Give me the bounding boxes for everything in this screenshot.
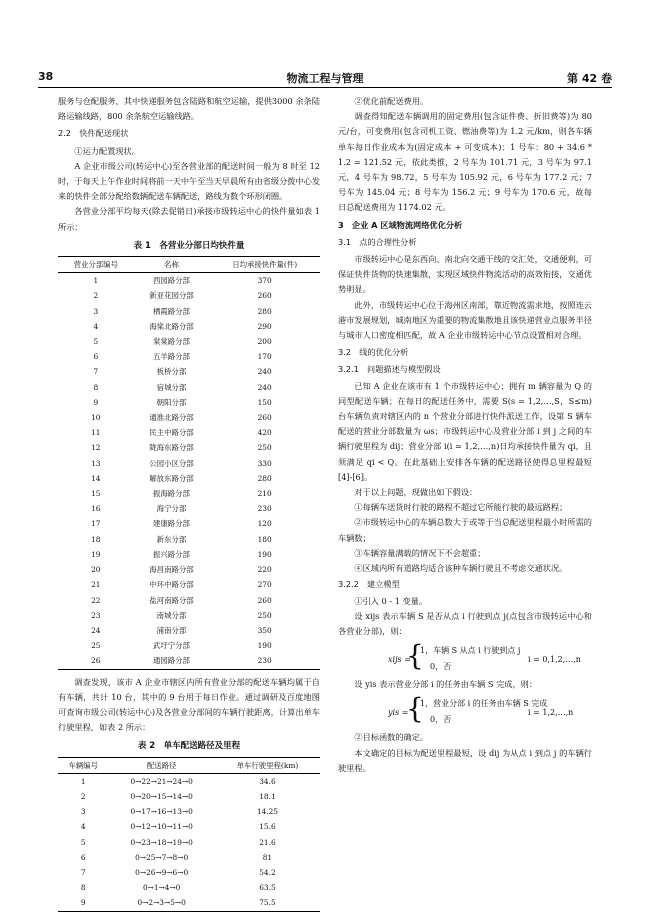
paragraph: ①运力配置现状。 xyxy=(74,145,140,156)
table-cell: 16 xyxy=(91,504,101,514)
table-cell: 75.5 xyxy=(215,895,320,911)
equation-lhs: yis = xyxy=(388,708,409,718)
equation-y xyxy=(338,694,592,728)
table-row xyxy=(58,486,320,501)
table-cell: 振兴路分部 xyxy=(152,549,190,559)
paragraph: 设 xijs 表示车辆 S 是否从点 i 行驶到点 j(点包含市级转运中心和各营业分部)，则： xyxy=(338,610,592,636)
table-cell: 新亚花园分部 xyxy=(149,291,194,301)
table-cell: 150 xyxy=(257,397,272,407)
section-heading: 3.2.2 建立模型 xyxy=(338,579,400,590)
table-cell: 9 xyxy=(58,895,108,911)
table-cell: 通淮北路分部 xyxy=(149,413,194,423)
equation-case: 0，否 xyxy=(430,662,452,672)
table-cell: 63.5 xyxy=(259,883,276,893)
table-cell: 23 xyxy=(91,610,101,620)
table-cell: 0→2→3→5→0 xyxy=(108,895,214,911)
equation-range: i = 1,2,…,n xyxy=(528,708,574,718)
volume-label: 第 42 卷 xyxy=(567,72,612,85)
table-cell: 230 xyxy=(209,653,320,669)
table-cell: 260 xyxy=(257,291,272,301)
table-cell: 54.2 xyxy=(259,867,276,877)
running-header xyxy=(38,70,612,86)
table-cell: 240 xyxy=(257,367,272,377)
table-header-cell: 单车行驶里程(km) xyxy=(215,757,320,773)
table-row xyxy=(58,288,320,303)
table-cell: 0→26→9→6→0 xyxy=(135,867,189,877)
table-cell: 建康路分部 xyxy=(152,519,190,529)
table-cell: 朝阳分部 xyxy=(156,397,187,407)
table-row xyxy=(58,804,320,819)
table-row xyxy=(58,593,320,608)
table-cell: 新东分部 xyxy=(156,534,187,544)
table-row xyxy=(58,440,320,455)
table-row xyxy=(58,532,320,547)
table-cell: 0→23→18→19→0 xyxy=(130,837,193,847)
table-cell: 中环中路分部 xyxy=(149,580,194,590)
table-cell: 24 xyxy=(91,625,101,635)
table-cell: 21.6 xyxy=(259,837,276,847)
section-heading: 3.2 线的优化分析 xyxy=(338,347,409,358)
paragraph: 市级转运中心是东西向、南北向交通干线的交汇处，交通便利，可保证快件货物的快速集散，实现区域快件物流活动的高效衔接，交通优势明显。 xyxy=(338,254,592,295)
table-header-cell: 配送路径 xyxy=(108,757,214,773)
table-cell: 2 xyxy=(93,291,99,301)
table-cell: 190 xyxy=(257,549,272,559)
table-cell: 3 xyxy=(93,306,99,316)
section-heading: 3 企业 A 区域物流网络优化分析 xyxy=(338,219,463,230)
table-cell: 230 xyxy=(257,504,272,514)
paragraph: 此外，市级转运中心位于海州区南部，靠近物流需求地，按照连云港市发展规划，城南地区为重要的物流集散地且该快递营业点服务半径与城市人口密度相匹配，故 A 企业市级转运中心节点设置相对合理。 xyxy=(338,299,592,341)
table-header-cell: 车辆编号 xyxy=(58,757,108,773)
table-cell: 5 xyxy=(93,337,99,347)
table-cell: 南城分部 xyxy=(156,610,187,620)
journal-name: 物流工程与管理 xyxy=(286,72,364,85)
table-cell: 7 xyxy=(93,367,99,377)
table-cell: 宿城分部 xyxy=(156,382,187,392)
table-row xyxy=(58,623,320,638)
paragraph: 本文确定的目标为配送里程最短，设 dij 为从点 i 到点 j 的车辆行驶里程。 xyxy=(338,747,592,773)
table-cell: 20 xyxy=(91,565,101,575)
paragraph: ②市级转运中心的车辆总数大于或等于当总配送里程最小时所需的车辆数； xyxy=(338,517,592,543)
table-cell: 0→25→7→8→0 xyxy=(135,852,189,862)
table-cell: 25 xyxy=(91,641,101,651)
table-cell: 棠棠路分部 xyxy=(152,337,190,347)
table-cell: 280 xyxy=(257,473,272,483)
table-cell: 1 xyxy=(93,276,99,286)
paragraph: 已知 A 企业在该市有 1 个市级转运中心；拥有 m 辆容量为 Q 的同型配送车辆；在每日的配送任务中，需要 S(s = 1,2,…,S，S≤m)台车辆负责对辖区内的 n 个营业分部进行快件派送工作，设第 S 辆车配送的营业分部数量为 ωs；市级转运中心及营业分部 i 到 j 之间的车辆行驶里程为 dij；营业分部 i(i = 1,2,…,n)日均承接快件量为 qi，且须满足 qi < Q。在此基础上安排各车辆的配送路径使得总里程最短[4]-[6]。 xyxy=(338,380,592,482)
table-cell: 8 xyxy=(93,382,99,392)
table-row xyxy=(58,577,320,592)
table-row xyxy=(58,501,320,516)
table-cell: 武圩宁分部 xyxy=(152,641,190,651)
table-row xyxy=(58,773,320,789)
table1-caption: 表 1 各营业分部日均快件量 xyxy=(133,240,245,251)
table-row xyxy=(58,653,320,669)
table-cell: 7 xyxy=(80,867,86,877)
table-cell: 14.25 xyxy=(256,807,279,817)
table-cell: 290 xyxy=(257,321,272,331)
table-cell: 220 xyxy=(257,565,272,575)
table-cell: 5 xyxy=(80,837,86,847)
equation-brace: { xyxy=(406,639,424,673)
table-cell: 盐河南路分部 xyxy=(149,595,194,605)
table-cell: 解放东路分部 xyxy=(149,473,194,483)
table-row xyxy=(58,273,320,289)
table-row xyxy=(58,865,320,880)
section-heading: 3.1 点的合理性分析 xyxy=(338,236,417,247)
table-cell: 21 xyxy=(91,580,101,590)
left-column xyxy=(58,94,320,912)
table-row xyxy=(58,304,320,319)
table-header-cell: 名称 xyxy=(134,257,210,273)
table-cell: 6 xyxy=(80,852,86,862)
table-row xyxy=(58,789,320,804)
table-cell: 海昌南路分部 xyxy=(149,565,194,575)
table-row xyxy=(58,456,320,471)
table-cell: 12 xyxy=(91,443,101,453)
table-cell: 13 xyxy=(91,458,101,468)
table-cell: 海棠北路分部 xyxy=(149,321,194,331)
table-cell: 81 xyxy=(262,852,273,862)
table-row xyxy=(58,349,320,364)
table-cell: 350 xyxy=(257,625,272,635)
paragraph: 服务与仓配服务，其中快递服务包含陆路和航空运输，提供3000 余条陆路运输线路，800 余条航空运输线路。 xyxy=(58,96,320,122)
table-cell: 200 xyxy=(257,337,272,347)
table-cell: 0→20→15→14→0 xyxy=(130,791,193,801)
table-cell: 9 xyxy=(93,397,99,407)
table-cell: 板桥分部 xyxy=(156,367,187,377)
paragraph: A 企业市级公司(转运中心)至各营业部的配送时间一般为 8 时至 12 时，于每天上午作业时间将前一天中午至当天早晨所有由省级分拨中心发来的快件全部分配给数辆配送车辆配送，路线为数个环形闭圈。 xyxy=(58,160,321,202)
table-cell: 180 xyxy=(257,534,272,544)
table-cell: 振海路分部 xyxy=(152,489,190,499)
paragraph: 设 yis 表示营业分部 i 的任务由车辆 S 完成，则： xyxy=(354,679,538,690)
table-header-cell: 日均承接快件量(件) xyxy=(209,257,320,273)
table-row xyxy=(58,638,320,653)
table-cell: 6 xyxy=(93,352,99,362)
table-cell: 0→22→21→24→0 xyxy=(130,776,193,786)
table-cell: 4 xyxy=(93,321,99,331)
table-row xyxy=(58,410,320,425)
table-row xyxy=(58,516,320,531)
table-cell: 34.6 xyxy=(259,776,276,786)
paragraph: 各营业分部平均每天(除去促销日)承接市级转运中心的快件量如表 1 所示： xyxy=(58,206,320,232)
table-cell: 330 xyxy=(257,458,272,468)
table-cell: 190 xyxy=(257,641,272,651)
table-row xyxy=(58,334,320,349)
table-cell: 210 xyxy=(257,489,272,499)
table-cell: 18.1 xyxy=(259,791,276,801)
table-cell: 22 xyxy=(91,595,101,605)
table-cell: 民主中路分部 xyxy=(149,428,194,438)
section-heading: 2.2 快件配送现状 xyxy=(58,128,129,139)
paragraph: ②目标函数的确定。 xyxy=(354,732,429,743)
table-cell: 1 xyxy=(80,776,86,786)
table-cell: 陇海东路分部 xyxy=(149,443,194,453)
table-cell: 240 xyxy=(257,382,272,392)
table-row xyxy=(58,850,320,865)
header-rule xyxy=(38,87,612,88)
table-cell: 海宁分部 xyxy=(156,504,187,514)
right-column xyxy=(338,94,592,776)
table-cell: 11 xyxy=(91,428,101,438)
equation-range: i = 0,1,2,…,n xyxy=(528,655,581,665)
table-cell: 0→12→10→11→0 xyxy=(130,822,193,832)
equation-case: 0，否 xyxy=(430,715,452,725)
page-number: 38 xyxy=(38,70,54,83)
paragraph: 调查得知配送车辆调用的固定费用(包含证件费、折旧费等)为 80 元/台，可变费用(包含司机工资、燃油费等)为 1.2 元/km，则各车辆单车每日作业成本为(固定成本 + 可变成本)：1 号车：80 + 34.6 * 1.2 = 121.52 元，依此类推，2 号车为 101.71 元，3 号车为 97.1 元，4 号车为 98.72，5 号车为 105.92 元，6 号车为 177.2 元；7 号车为 145.04 元；8 号车为 156.2 元；9 号车为 170.6 元，故每日总配送费用为 1174.02 元。 xyxy=(338,111,592,213)
table-cell: 18 xyxy=(91,534,101,544)
table-cell: 西园路分部 xyxy=(152,276,190,286)
paragraph: 对于以上问题，现做出如下假设： xyxy=(354,487,478,498)
table-cell: 0→17→16→13→0 xyxy=(130,807,193,817)
paragraph: ①每辆车送货时行驶的路程不超过它所能行驶的最远路程； xyxy=(354,502,568,513)
table2 xyxy=(58,757,320,912)
paragraph: 调查发现，该市 A 企业市辖区内所有营业分部的配送车辆均属于自有车辆，共计 10 台，其中的 9 台用于每日作业。通过调研及百度地图可查询市级公司(转运中心)及各营业分部间的车辆行驶距离，计算出单车行驶里程，如表 2 所示： xyxy=(58,676,320,733)
table-row xyxy=(58,819,320,834)
table-cell: 3 xyxy=(80,807,86,817)
table-cell: 120 xyxy=(257,519,272,529)
table-cell: 260 xyxy=(257,413,272,423)
table-row xyxy=(58,608,320,623)
table-cell: 15 xyxy=(91,489,101,499)
equation-brace: { xyxy=(406,692,424,726)
table-cell: 栖霞路分部 xyxy=(152,306,190,316)
table-cell: 14 xyxy=(91,473,101,483)
table-cell: 370 xyxy=(257,276,272,286)
table-cell: 19 xyxy=(91,549,101,559)
table1 xyxy=(58,256,320,669)
table2-caption: 表 2 单车配送路径及里程 xyxy=(137,741,241,752)
paragraph: ①引入 0 - 1 变量。 xyxy=(354,595,428,606)
table-cell: 0→1→4→0 xyxy=(142,883,181,893)
table-row xyxy=(58,380,320,395)
table-row xyxy=(58,395,320,410)
table-cell: 公园小区分部 xyxy=(149,458,194,468)
table-cell: 4 xyxy=(80,822,86,832)
equation-case: 1，车辆 S 从点 i 行驶到点 j xyxy=(420,646,521,656)
table-cell: 五羊路分部 xyxy=(152,352,190,362)
table-cell: 270 xyxy=(257,580,272,590)
paragraph: ③车辆容量满载的情况下不会超重； xyxy=(354,547,486,558)
table-cell: 170 xyxy=(257,352,272,362)
table-row xyxy=(58,425,320,440)
table-row xyxy=(58,547,320,562)
table-row xyxy=(58,471,320,486)
equation-case: 1，营业分部 i 的任务由车辆 S 完成 xyxy=(420,699,548,709)
table-header-cell: 营业分部编号 xyxy=(58,257,134,273)
table-cell: 10 xyxy=(91,413,101,423)
section-heading: 3.2.1 问题描述与模型假设 xyxy=(338,364,441,375)
table-cell: 浦南分部 xyxy=(156,625,187,635)
table-cell: 260 xyxy=(257,595,272,605)
table-row xyxy=(58,562,320,577)
table-cell: 26 xyxy=(58,653,134,669)
equation-lhs: xijs = xyxy=(388,655,411,665)
table-row xyxy=(58,835,320,850)
equation-x xyxy=(338,641,592,675)
table-cell: 2 xyxy=(80,791,86,801)
paragraph: ②优化前配送费用。 xyxy=(354,96,429,106)
table-cell: 280 xyxy=(257,306,272,316)
table-cell: 8 xyxy=(80,883,86,893)
table-cell: 420 xyxy=(257,428,272,438)
table-cell: 250 xyxy=(257,610,272,620)
table-cell: 15.6 xyxy=(259,822,276,832)
table-cell: 250 xyxy=(257,443,272,453)
table-row xyxy=(58,364,320,379)
table-row xyxy=(58,319,320,334)
table-cell: 通园路分部 xyxy=(134,653,210,669)
table-row xyxy=(58,895,320,911)
table-cell: 17 xyxy=(91,519,101,529)
paragraph: ④区域内所有道路均适合该种车辆行驶且不考虑交通状况。 xyxy=(354,563,568,574)
